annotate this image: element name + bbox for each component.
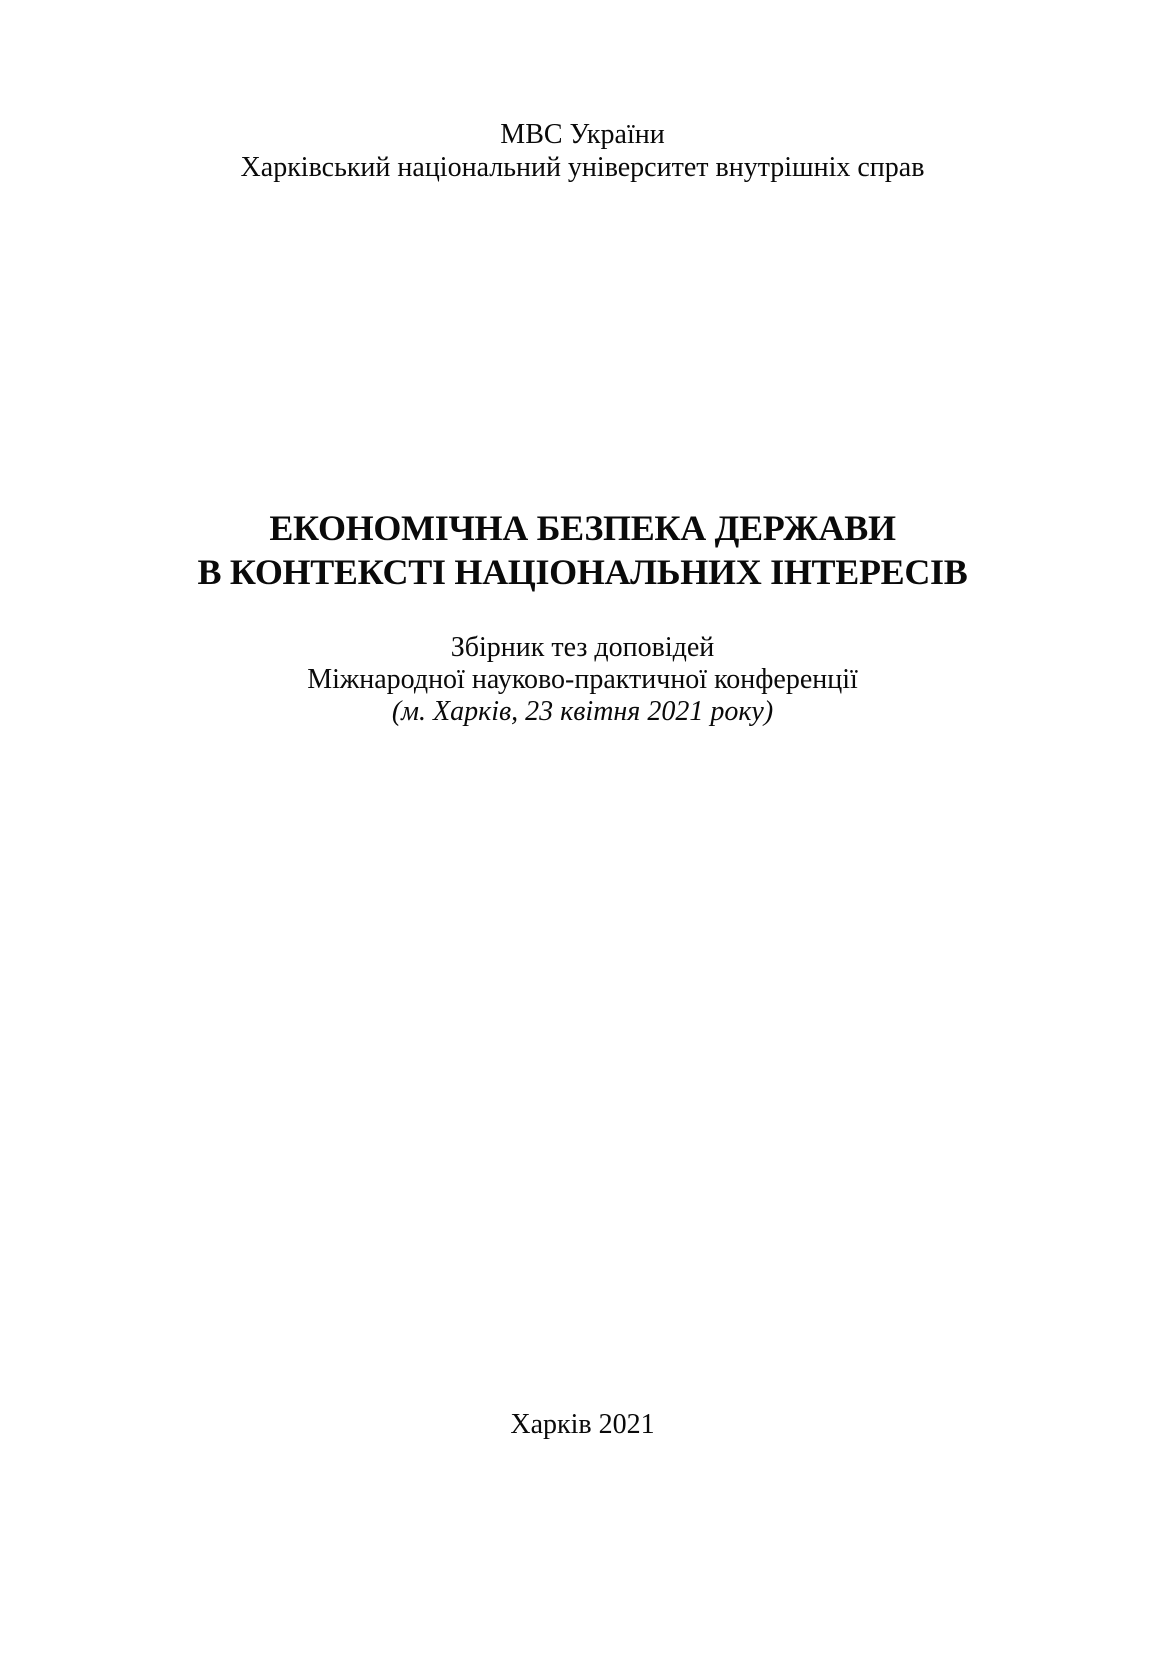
subtitle-place-date-line: (м. Харків, 23 квітня 2021 року) xyxy=(391,696,774,727)
imprint xyxy=(0,1408,1165,1442)
ministry-line: МВС України xyxy=(500,119,665,150)
subtitle-type-line: Збірник тез доповідей xyxy=(450,632,715,663)
imprint-city-year: Харків 2021 xyxy=(510,1409,655,1440)
institution-header xyxy=(0,118,1165,184)
book-title-line-2: В КОНТЕКСТІ НАЦІОНАЛЬНИХ ІНТЕРЕСІВ xyxy=(197,552,968,592)
university-line: Харківський національний університет внутрішніх справ xyxy=(240,152,925,183)
subtitle-conference-line: Міжнародної науково-практичної конференції xyxy=(307,664,858,695)
book-title-line-1: ЕКОНОМІЧНА БЕЗПЕКА ДЕРЖАВИ xyxy=(269,508,896,548)
book-title xyxy=(0,506,1165,594)
book-subtitle xyxy=(0,632,1165,728)
